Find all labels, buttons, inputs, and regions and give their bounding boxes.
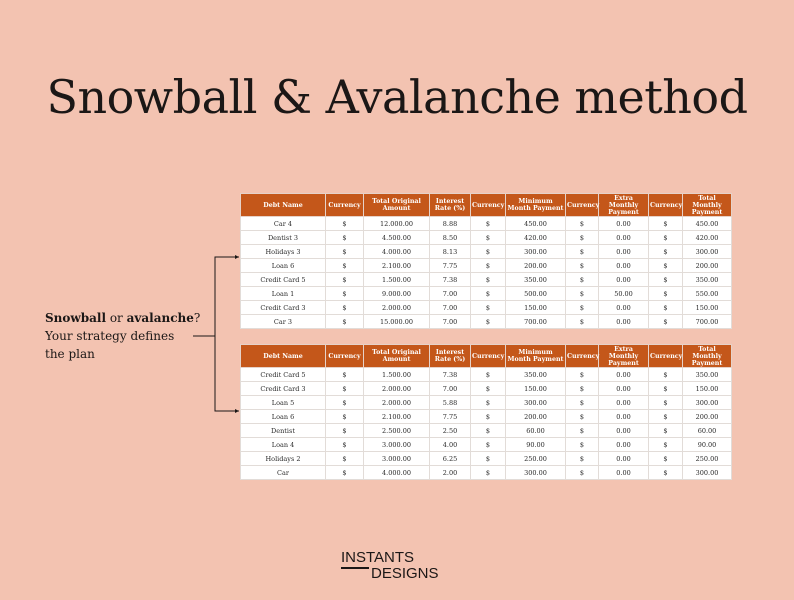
table-cell: 0.00 bbox=[599, 466, 649, 480]
table-cell: 350.00 bbox=[683, 273, 732, 287]
table-cell: 7.38 bbox=[430, 273, 471, 287]
table-cell: $ bbox=[649, 273, 683, 287]
table-cell: $ bbox=[471, 452, 506, 466]
table-cell: 0.00 bbox=[599, 217, 649, 231]
table-cell: 2.000.00 bbox=[364, 301, 430, 315]
table-cell: 0.00 bbox=[599, 452, 649, 466]
table-cell: $ bbox=[326, 424, 364, 438]
table-cell: 90.00 bbox=[506, 438, 566, 452]
table-cell: $ bbox=[649, 301, 683, 315]
table-cell: $ bbox=[649, 410, 683, 424]
table-cell: Car 4 bbox=[241, 217, 326, 231]
table-cell: 0.00 bbox=[599, 301, 649, 315]
table-cell: 2.100.00 bbox=[364, 259, 430, 273]
column-header: Extra Monthly Payment bbox=[599, 194, 649, 217]
table-cell: 450.00 bbox=[683, 217, 732, 231]
table-cell: $ bbox=[471, 217, 506, 231]
table-cell: $ bbox=[649, 245, 683, 259]
snowball-word: Snowball bbox=[45, 311, 107, 325]
table-cell: 200.00 bbox=[683, 259, 732, 273]
table-cell: $ bbox=[326, 368, 364, 382]
table-cell: $ bbox=[649, 466, 683, 480]
table-cell: 4.000.00 bbox=[364, 245, 430, 259]
table-cell: 7.38 bbox=[430, 368, 471, 382]
table-cell: $ bbox=[326, 438, 364, 452]
table-cell: $ bbox=[566, 466, 599, 480]
caption-line-2: Your strategy defines bbox=[45, 329, 175, 343]
table-cell: $ bbox=[649, 287, 683, 301]
table-cell: Loan 6 bbox=[241, 410, 326, 424]
table-cell: $ bbox=[566, 368, 599, 382]
table-cell: 8.50 bbox=[430, 231, 471, 245]
column-header: Currency bbox=[566, 194, 599, 217]
table-cell: $ bbox=[566, 301, 599, 315]
table-cell: Credit Card 5 bbox=[241, 273, 326, 287]
table-cell: 0.00 bbox=[599, 245, 649, 259]
table-cell: $ bbox=[326, 273, 364, 287]
table-cell: 90.00 bbox=[683, 438, 732, 452]
table-cell: 250.00 bbox=[683, 452, 732, 466]
table-cell: 0.00 bbox=[599, 410, 649, 424]
table-cell: 300.00 bbox=[683, 245, 732, 259]
table-cell: 200.00 bbox=[683, 410, 732, 424]
table-cell: $ bbox=[566, 424, 599, 438]
table-cell: 50.00 bbox=[599, 287, 649, 301]
table-cell: 6.25 bbox=[430, 452, 471, 466]
table-cell: $ bbox=[649, 315, 683, 329]
table-cell: 7.00 bbox=[430, 315, 471, 329]
table-cell: 700.00 bbox=[683, 315, 732, 329]
table-cell: 300.00 bbox=[683, 396, 732, 410]
table-cell: 2.00 bbox=[430, 466, 471, 480]
table-cell: 2.100.00 bbox=[364, 410, 430, 424]
connector-bracket bbox=[215, 257, 239, 411]
table-cell: 7.75 bbox=[430, 259, 471, 273]
table-cell: $ bbox=[566, 315, 599, 329]
table-cell: $ bbox=[326, 217, 364, 231]
table-cell: 2.50 bbox=[430, 424, 471, 438]
table-cell: 3.000.00 bbox=[364, 438, 430, 452]
table-cell: $ bbox=[649, 438, 683, 452]
table-cell: $ bbox=[471, 424, 506, 438]
table-cell: $ bbox=[326, 245, 364, 259]
table-cell: $ bbox=[566, 231, 599, 245]
table-cell: 550.00 bbox=[683, 287, 732, 301]
table-cell: 300.00 bbox=[506, 245, 566, 259]
table-cell: 700.00 bbox=[506, 315, 566, 329]
arrow-head-top bbox=[235, 255, 239, 259]
table-cell: $ bbox=[471, 273, 506, 287]
table-cell: 0.00 bbox=[599, 382, 649, 396]
column-header: Debt Name bbox=[241, 345, 326, 368]
table-cell: Credit Card 3 bbox=[241, 382, 326, 396]
table-cell: 1.500.00 bbox=[364, 368, 430, 382]
table-cell: Holidays 3 bbox=[241, 245, 326, 259]
table-cell: $ bbox=[649, 382, 683, 396]
table-cell: 4.00 bbox=[430, 438, 471, 452]
table-cell: $ bbox=[326, 301, 364, 315]
table-cell: Loan 5 bbox=[241, 396, 326, 410]
table-cell: $ bbox=[471, 287, 506, 301]
table-cell: 350.00 bbox=[506, 368, 566, 382]
table-cell: $ bbox=[566, 287, 599, 301]
table-cell: $ bbox=[649, 259, 683, 273]
table-cell: $ bbox=[471, 410, 506, 424]
table-cell: 300.00 bbox=[506, 466, 566, 480]
table-cell: 3.000.00 bbox=[364, 452, 430, 466]
table-cell: 5.88 bbox=[430, 396, 471, 410]
column-header: Minimum Month Payment bbox=[506, 345, 566, 368]
table-cell: 2.000.00 bbox=[364, 396, 430, 410]
table-cell: $ bbox=[471, 245, 506, 259]
table-cell: Dentist 3 bbox=[241, 231, 326, 245]
table-cell: Holidays 2 bbox=[241, 452, 326, 466]
table-cell: Credit Card 3 bbox=[241, 301, 326, 315]
column-header: Total Original Amount bbox=[364, 194, 430, 217]
table-cell: 0.00 bbox=[599, 424, 649, 438]
table-cell: 9.000.00 bbox=[364, 287, 430, 301]
table-cell: $ bbox=[326, 315, 364, 329]
avalanche-word: avalanche bbox=[126, 311, 194, 325]
column-header: Total Monthly Payment bbox=[683, 345, 732, 368]
table-cell: $ bbox=[326, 287, 364, 301]
logo-line-1: INSTANTS bbox=[341, 550, 439, 566]
table-cell: 150.00 bbox=[683, 301, 732, 315]
table-cell: $ bbox=[566, 245, 599, 259]
table-cell: Loan 1 bbox=[241, 287, 326, 301]
brand-logo bbox=[341, 550, 439, 582]
table-cell: 150.00 bbox=[506, 382, 566, 396]
column-header: Currency bbox=[471, 194, 506, 217]
table-cell: $ bbox=[326, 452, 364, 466]
table-cell: 7.00 bbox=[430, 287, 471, 301]
table-cell: 500.00 bbox=[506, 287, 566, 301]
table-cell: $ bbox=[566, 382, 599, 396]
table-cell: 0.00 bbox=[599, 231, 649, 245]
table-cell: 300.00 bbox=[506, 396, 566, 410]
caption-line-3: the plan bbox=[45, 347, 95, 361]
column-header: Currency bbox=[471, 345, 506, 368]
table-cell: $ bbox=[649, 217, 683, 231]
table-cell: Loan 6 bbox=[241, 259, 326, 273]
table-cell: 0.00 bbox=[599, 315, 649, 329]
table-cell: $ bbox=[649, 452, 683, 466]
column-header: Total Original Amount bbox=[364, 345, 430, 368]
column-header: Total Monthly Payment bbox=[683, 194, 732, 217]
table-cell: 0.00 bbox=[599, 368, 649, 382]
table-cell: 150.00 bbox=[683, 382, 732, 396]
table-cell: 60.00 bbox=[506, 424, 566, 438]
table-cell: $ bbox=[566, 410, 599, 424]
table-cell: $ bbox=[326, 396, 364, 410]
table-cell: $ bbox=[566, 273, 599, 287]
table-cell: $ bbox=[471, 466, 506, 480]
table-cell: 8.13 bbox=[430, 245, 471, 259]
table-cell: $ bbox=[649, 396, 683, 410]
or-word: or bbox=[106, 311, 127, 325]
table-cell: $ bbox=[471, 231, 506, 245]
table-cell: 1.500.00 bbox=[364, 273, 430, 287]
table-cell: 420.00 bbox=[683, 231, 732, 245]
table-cell: 420.00 bbox=[506, 231, 566, 245]
table-cell: $ bbox=[471, 368, 506, 382]
table-cell: Loan 4 bbox=[241, 438, 326, 452]
table-cell: 150.00 bbox=[506, 301, 566, 315]
table-cell: 350.00 bbox=[683, 368, 732, 382]
table-cell: $ bbox=[566, 452, 599, 466]
table-cell: 2.000.00 bbox=[364, 382, 430, 396]
column-header: Interest Rate (%) bbox=[430, 194, 471, 217]
table-cell: $ bbox=[326, 231, 364, 245]
column-header: Interest Rate (%) bbox=[430, 345, 471, 368]
table-cell: 350.00 bbox=[506, 273, 566, 287]
question-mark: ? bbox=[193, 311, 201, 325]
table-cell: 0.00 bbox=[599, 273, 649, 287]
table-cell: $ bbox=[649, 368, 683, 382]
table-cell: 200.00 bbox=[506, 259, 566, 273]
table-cell: $ bbox=[649, 231, 683, 245]
table-cell: $ bbox=[326, 410, 364, 424]
column-header: Debt Name bbox=[241, 194, 326, 217]
table-cell: 2.500.00 bbox=[364, 424, 430, 438]
table-cell: Car bbox=[241, 466, 326, 480]
table-cell: $ bbox=[471, 259, 506, 273]
table-cell: Car 3 bbox=[241, 315, 326, 329]
column-header: Extra Monthly Payment bbox=[599, 345, 649, 368]
table-cell: 12.000.00 bbox=[364, 217, 430, 231]
column-header: Currency bbox=[326, 194, 364, 217]
page-title: Snowball & Avalanche method bbox=[46, 70, 748, 124]
table-cell: $ bbox=[326, 466, 364, 480]
table-cell: $ bbox=[471, 382, 506, 396]
table-cell: 200.00 bbox=[506, 410, 566, 424]
column-header: Minimum Month Payment bbox=[506, 194, 566, 217]
column-header: Currency bbox=[649, 345, 683, 368]
table-cell: 15.000.00 bbox=[364, 315, 430, 329]
column-header: Currency bbox=[566, 345, 599, 368]
table-cell: $ bbox=[326, 382, 364, 396]
table-cell: 7.00 bbox=[430, 301, 471, 315]
table-cell: $ bbox=[566, 438, 599, 452]
table-cell: 7.00 bbox=[430, 382, 471, 396]
table-cell: $ bbox=[566, 396, 599, 410]
table-cell: 0.00 bbox=[599, 396, 649, 410]
table-cell: 450.00 bbox=[506, 217, 566, 231]
table-cell: $ bbox=[471, 315, 506, 329]
table-cell: $ bbox=[566, 217, 599, 231]
table-cell: $ bbox=[471, 396, 506, 410]
table-cell: 4.000.00 bbox=[364, 466, 430, 480]
table-cell: 8.88 bbox=[430, 217, 471, 231]
column-header: Currency bbox=[649, 194, 683, 217]
table-cell: 4.500.00 bbox=[364, 231, 430, 245]
table-cell: 300.00 bbox=[683, 466, 732, 480]
table-cell: 7.75 bbox=[430, 410, 471, 424]
table-cell: $ bbox=[649, 424, 683, 438]
table-cell: $ bbox=[326, 259, 364, 273]
table-cell: 0.00 bbox=[599, 438, 649, 452]
table-cell: 250.00 bbox=[506, 452, 566, 466]
table-cell: $ bbox=[566, 259, 599, 273]
table-cell: $ bbox=[471, 438, 506, 452]
table-cell: 60.00 bbox=[683, 424, 732, 438]
table-cell: Credit Card 5 bbox=[241, 368, 326, 382]
arrow-head-bottom bbox=[235, 409, 239, 413]
column-header: Currency bbox=[326, 345, 364, 368]
table-cell: 0.00 bbox=[599, 259, 649, 273]
logo-line-2: DESIGNS bbox=[371, 565, 439, 582]
table-cell: $ bbox=[471, 301, 506, 315]
table-cell: Dentist bbox=[241, 424, 326, 438]
